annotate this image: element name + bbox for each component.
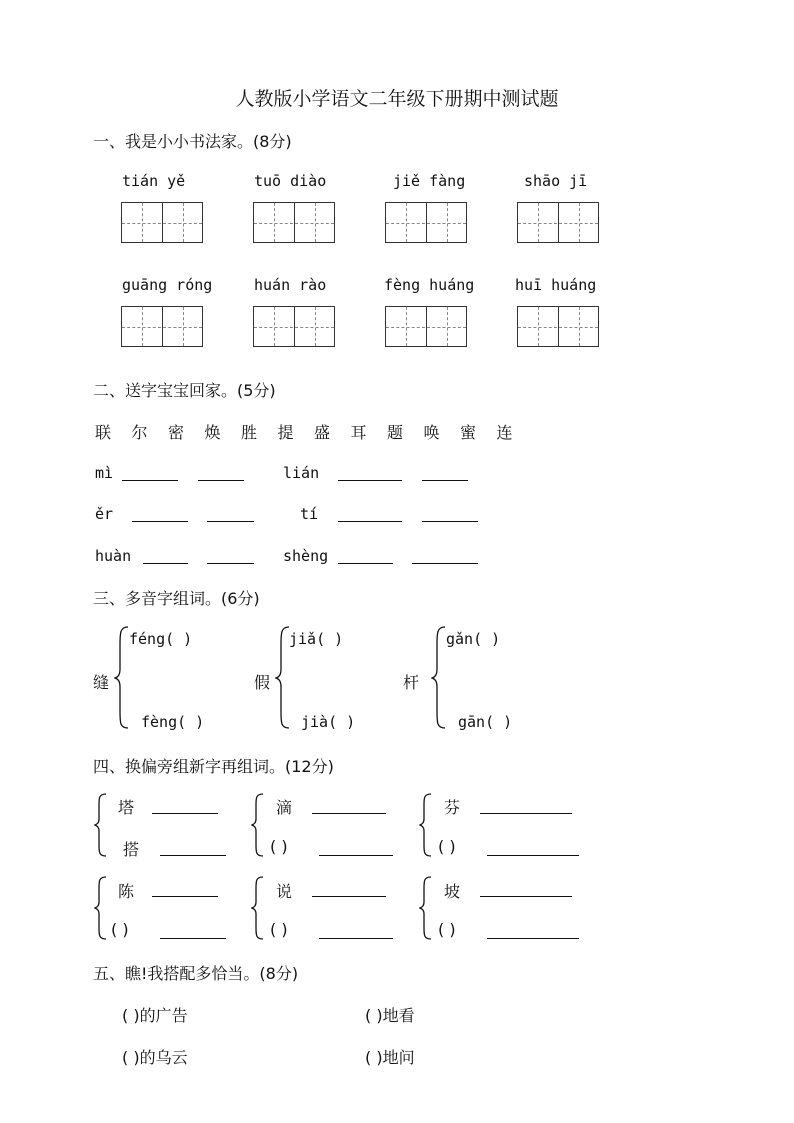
writing-grid[interactable] [253,306,335,347]
answer-blank[interactable] [207,563,254,564]
char-blank[interactable]: ( ) [438,837,456,856]
char-blank[interactable]: ( ) [111,920,129,939]
polyphone-char: 杆 [403,673,420,692]
brace-icon [419,793,433,857]
answer-blank[interactable] [487,938,579,939]
answer-blank[interactable] [338,563,393,564]
pinyin: jiě fàng [393,172,466,190]
bank-char: 唤 [423,423,440,442]
brace-icon [94,876,108,940]
character-bank [95,420,533,443]
answer-blank[interactable] [319,938,393,939]
section-4-heading: 四、换偏旁组新字再组词。(12分) [93,757,334,776]
answer-blank[interactable] [338,521,402,522]
char-blank[interactable]: ( ) [438,920,456,939]
answer-blank[interactable] [152,896,218,897]
section-1-heading: 一、我是小小书法家。(8分) [93,132,292,151]
section-2-heading: 二、送字宝宝回家。(5分) [93,381,276,400]
writing-grid[interactable] [385,306,467,347]
radical-char: 坡 [444,882,461,901]
answer-blank[interactable] [160,938,226,939]
phrase-blank[interactable]: ( )地问 [365,1048,415,1067]
pinyin-label: ěr [95,505,114,523]
answer-blank[interactable] [143,563,188,564]
answer-blank[interactable] [122,480,178,481]
answer-blank[interactable] [480,896,572,897]
bank-char: 联 [95,423,112,442]
bank-char: 密 [168,423,185,442]
brace-icon [251,793,265,857]
pinyin-label: tí [300,505,319,523]
pinyin-label: shèng [283,547,329,565]
writing-grid[interactable] [121,202,203,243]
phrase-blank[interactable]: ( )的广告 [122,1006,188,1025]
brace-icon [94,793,108,857]
polyphone-reading: gǎn( ) [446,630,501,648]
pinyin: huī huáng [515,276,597,294]
brace-icon [431,625,447,730]
polyphone-char: 缝 [93,673,110,692]
writing-grid[interactable] [517,306,599,347]
phrase-blank[interactable]: ( )的乌云 [122,1048,188,1067]
radical-char: 搭 [123,840,140,859]
answer-blank[interactable] [319,855,393,856]
brace-icon [251,876,265,940]
answer-blank[interactable] [338,480,402,481]
writing-grid[interactable] [517,202,599,243]
phrase-blank[interactable]: ( )地看 [365,1006,415,1025]
answer-blank[interactable] [312,813,386,814]
writing-grid[interactable] [253,202,335,243]
pinyin-label: mì [95,464,114,482]
answer-blank[interactable] [198,480,244,481]
page-title: 人教版小学语文二年级下册期中测试题 [235,88,559,110]
answer-blank[interactable] [160,855,226,856]
bank-char: 连 [496,423,513,442]
radical-char: 塔 [118,798,135,817]
bank-char: 蜜 [460,423,477,442]
writing-grid[interactable] [385,202,467,243]
pinyin: shāo jī [524,172,588,190]
radical-char: 陈 [118,882,135,901]
bank-char: 提 [277,423,294,442]
pinyin-label: lián [283,464,320,482]
polyphone-reading: gān( ) [458,713,513,731]
bank-char: 尔 [131,423,148,442]
radical-char: 滴 [276,798,293,817]
answer-blank[interactable] [422,521,478,522]
pinyin: tián yě [122,172,186,190]
pinyin: huán rào [254,276,327,294]
bank-char: 胜 [241,423,258,442]
radical-char: 芬 [444,798,461,817]
radical-char: 说 [276,882,293,901]
section-5-heading: 五、瞧!我搭配多恰当。(8分) [93,964,299,983]
polyphone-reading: jiǎ( ) [289,630,344,648]
writing-grid[interactable] [121,306,203,347]
polyphone-reading: fèng( ) [141,713,205,731]
answer-blank[interactable] [412,563,478,564]
answer-blank[interactable] [152,813,218,814]
section-3-heading: 三、多音字组词。(6分) [93,589,260,608]
pinyin: fèng huáng [384,276,475,294]
answer-blank[interactable] [207,521,254,522]
answer-blank[interactable] [487,855,579,856]
pinyin: tuō diào [254,172,327,190]
char-blank[interactable]: ( ) [270,920,288,939]
pinyin-label: huàn [95,547,132,565]
bank-char: 盛 [314,423,331,442]
polyphone-char: 假 [254,673,271,692]
polyphone-reading: féng( ) [129,630,193,648]
char-blank[interactable]: ( ) [270,837,288,856]
bank-char: 耳 [350,423,367,442]
answer-blank[interactable] [480,813,572,814]
answer-blank[interactable] [312,896,386,897]
polyphone-reading: jià( ) [301,713,356,731]
bank-char: 焕 [204,423,221,442]
bank-char: 题 [387,423,404,442]
answer-blank[interactable] [422,480,468,481]
pinyin: guāng róng [122,276,213,294]
answer-blank[interactable] [132,521,188,522]
brace-icon [114,625,130,730]
brace-icon [419,876,433,940]
